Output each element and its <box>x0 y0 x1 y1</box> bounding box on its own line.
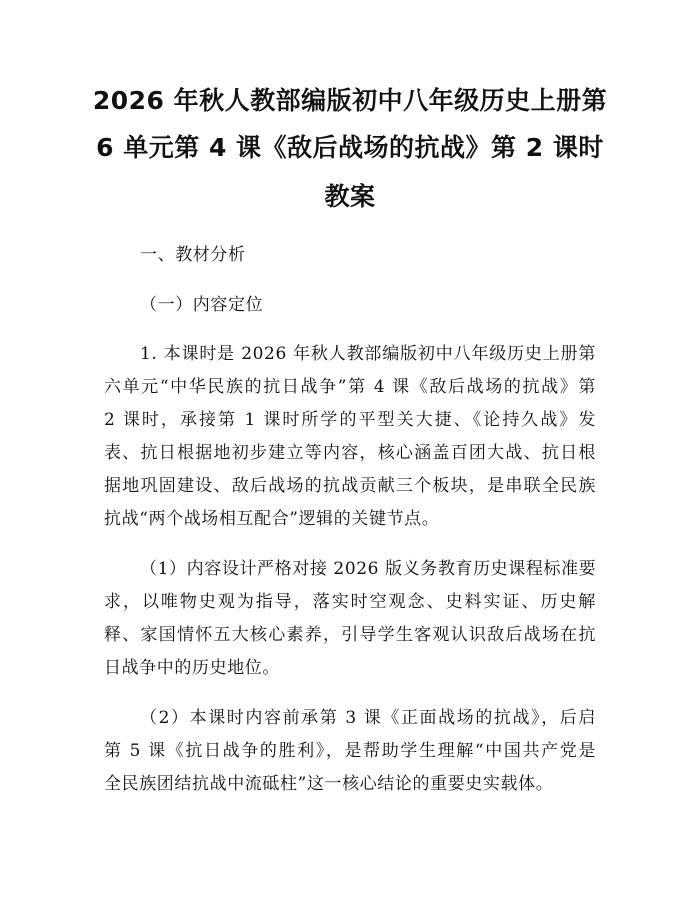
section-heading: 一、教材分析 <box>140 245 246 265</box>
paragraph-1-line-3: 2 课时，承接第 1 课时所学的平型关大捷、《论持久战》发 <box>104 410 596 430</box>
document-title-line-2: 6 单元第 4 课《敌后战场的抗战》第 2 课时 <box>96 133 604 162</box>
paragraph-1-line-2: 六单元“中华民族的抗日战争”第 4 课《敌后战场的抗战》第 <box>104 377 596 397</box>
paragraph-3-line-3: 全民族团结抗战中流砥柱”这一核心结论的重要史实载体。 <box>104 774 554 794</box>
subsection-heading: （一）内容定位 <box>140 295 264 315</box>
paragraph-1-line-1: 1. 本课时是 2026 年秋人教部编版初中八年级历史上册第 <box>140 344 596 364</box>
paragraph-2-line-1: （1）内容设计严格对接 2026 版义务教育历史课程标准要 <box>140 559 597 579</box>
paragraph-1-line-6: 抗战“两个战场相互配合”逻辑的关键节点。 <box>104 509 440 529</box>
paragraph-2-line-4: 日战争中的历史地位。 <box>104 658 280 678</box>
paragraph-3-line-2: 第 5 课《抗日战争的胜利》，是帮助学生理解“中国共产党是 <box>104 741 596 761</box>
paragraph-2-line-2: 求，以唯物史观为指导，落实时空观念、史料实证、历史解 <box>104 592 596 612</box>
paragraph-1-line-5: 据地巩固建设、敌后战场的抗战贡献三个板块，是串联全民族 <box>104 476 596 496</box>
document-title-line-1: 2026 年秋人教部编版初中八年级历史上册第 <box>92 86 608 115</box>
paragraph-3-line-1: （2）本课时内容前承第 3 课《正面战场的抗战》，后启 <box>140 708 596 728</box>
paragraph-2-line-3: 释、家国情怀五大核心素养，引导学生客观认识敌后战场在抗 <box>104 625 596 645</box>
document-title-line-3: 教案 <box>324 182 376 211</box>
paragraph-1-line-4: 表、抗日根据地初步建立等内容，核心涵盖百团大战、抗日根 <box>104 443 596 463</box>
